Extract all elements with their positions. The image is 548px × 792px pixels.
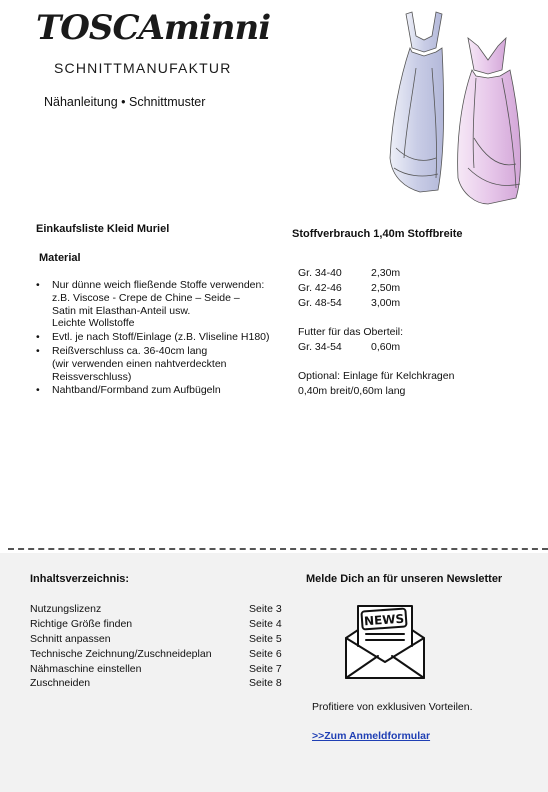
bullet: • bbox=[36, 384, 40, 397]
fabric-title: Stoffverbrauch 1,40m Stoffbreite bbox=[292, 228, 463, 240]
brand-logo-script: TOSCAminni bbox=[36, 8, 271, 48]
toc-row[interactable] bbox=[30, 603, 284, 617]
optional-interfacing-line2: 0,40m breit/0,60m lang bbox=[298, 385, 406, 397]
dress-front-view bbox=[458, 38, 521, 204]
material-heading: Material bbox=[39, 252, 81, 264]
brand-logo-subtitle: SCHNITTMANUFAKTUR bbox=[54, 60, 232, 76]
dress-back-view bbox=[390, 12, 444, 192]
toc-page: Seite 3 bbox=[249, 603, 282, 615]
newsletter-signup-link[interactable]: >>Zum Anmeldformular bbox=[312, 730, 431, 742]
toc-label: Schnitt anpassen bbox=[30, 633, 111, 645]
toc-page: Seite 5 bbox=[249, 633, 282, 645]
dress-illustration bbox=[376, 8, 546, 208]
toc-page: Seite 7 bbox=[249, 663, 282, 675]
news-label: NEWS bbox=[363, 611, 405, 629]
toc-label: Technische Zeichnung/Zuschneideplan bbox=[30, 648, 212, 660]
toc-label: Nähmaschine einstellen bbox=[30, 663, 142, 675]
toc-page: Seite 4 bbox=[249, 618, 282, 630]
material-list bbox=[34, 279, 294, 398]
material-item: • Nur dünne weich fließende Stoffe verwenden: z.B. Viscose - Crepe de Chine – Seide – Satin mit Elasthan-Anteil usw. Leichte Wollstoffe bbox=[36, 279, 265, 330]
lining-row: Gr. 34-54 0,60m bbox=[298, 341, 401, 353]
dashed-divider bbox=[8, 548, 548, 550]
toc-title: Inhaltsverzeichnis: bbox=[30, 573, 130, 585]
material-item: • Reißverschluss ca. 36-40cm lang (wir verwenden einen nahtverdeckten Reissverschluss) bbox=[36, 344, 227, 383]
toc-page: Seite 6 bbox=[249, 648, 282, 660]
header-tagline: Nähanleitung • Schnittmuster bbox=[44, 95, 206, 109]
material-item: • Nahtband/Formband zum Aufbügeln bbox=[36, 384, 221, 397]
toc-row[interactable] bbox=[30, 633, 284, 647]
newsletter-title: Melde Dich an für unseren Newsletter bbox=[306, 573, 503, 585]
newsletter-envelope-icon bbox=[340, 600, 430, 682]
lining-label: Futter für das Oberteil: bbox=[298, 326, 404, 338]
fabric-row: Gr. 42-46 2,50m bbox=[298, 282, 401, 294]
bullet: • bbox=[36, 331, 40, 344]
toc-row[interactable] bbox=[30, 663, 284, 677]
bullet: • bbox=[36, 279, 40, 291]
material-item: • Evtl. je nach Stoff/Einlage (z.B. Vliseline H180) bbox=[36, 331, 270, 344]
toc-page: Seite 8 bbox=[249, 677, 282, 689]
toc-label: Zuschneiden bbox=[30, 677, 91, 689]
fabric-row: Gr. 34-40 2,30m bbox=[298, 267, 401, 279]
toc-row[interactable] bbox=[30, 648, 284, 662]
shopping-list-title: Einkaufsliste Kleid Muriel bbox=[36, 223, 170, 235]
toc-label: Nutzungslizenz bbox=[30, 603, 102, 615]
toc-label: Richtige Größe finden bbox=[30, 618, 133, 630]
toc-row[interactable] bbox=[30, 677, 284, 691]
newsletter-benefit: Profitiere von exklusiven Vorteilen. bbox=[312, 701, 473, 713]
bullet: • bbox=[36, 344, 40, 357]
optional-interfacing-line1: Optional: Einlage für Kelchkragen bbox=[298, 370, 455, 382]
fabric-row: Gr. 48-54 3,00m bbox=[298, 297, 401, 309]
toc-row[interactable] bbox=[30, 618, 284, 632]
